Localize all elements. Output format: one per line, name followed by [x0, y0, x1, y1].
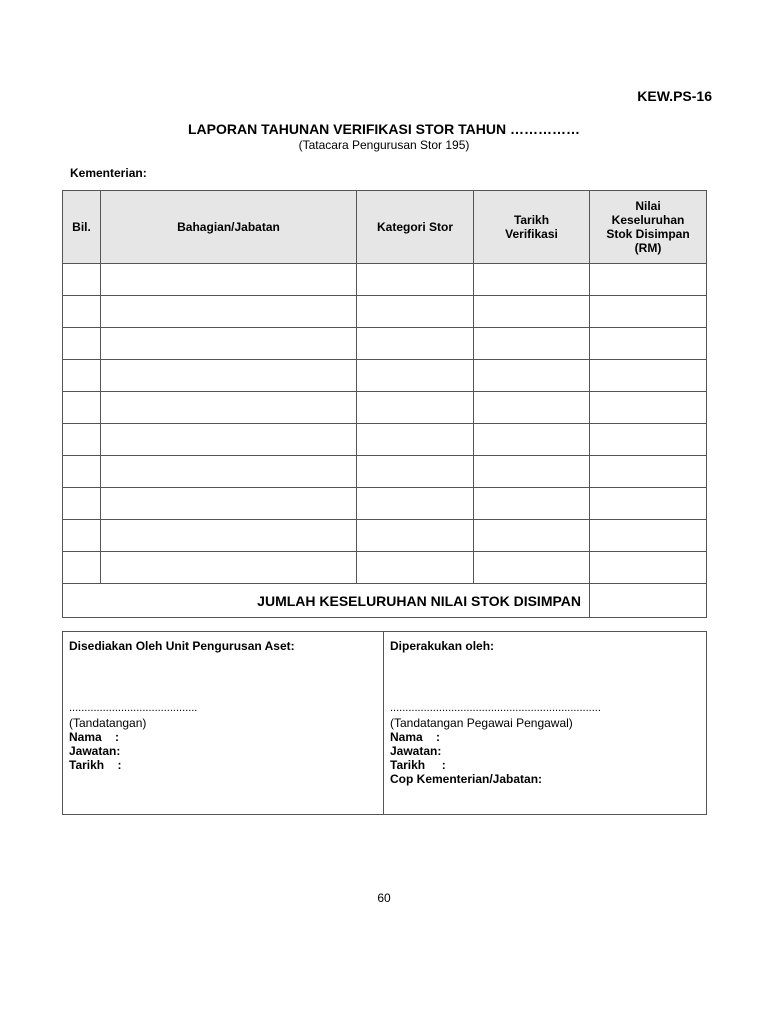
nilai-cell[interactable] — [590, 360, 707, 392]
kategori-cell[interactable] — [357, 360, 474, 392]
bahagian-cell[interactable] — [101, 328, 357, 360]
total-value-cell[interactable] — [590, 584, 707, 618]
table-row — [63, 392, 707, 424]
header-kategori-stor: Kategori Stor — [357, 191, 474, 264]
bil-cell[interactable] — [63, 264, 101, 296]
table-row — [63, 456, 707, 488]
report-subtitle: (Tatacara Pengurusan Stor 195) — [298, 138, 470, 152]
bahagian-cell[interactable] — [101, 360, 357, 392]
tarikh-cell[interactable] — [474, 424, 590, 456]
signature-label: (Tandatangan) — [69, 716, 147, 730]
signature-table — [62, 631, 707, 815]
table-row — [63, 328, 707, 360]
prepared-by-cell — [63, 632, 384, 815]
bahagian-cell[interactable] — [101, 456, 357, 488]
page-number: 60 — [377, 891, 391, 905]
tarikh-cell[interactable] — [474, 456, 590, 488]
signature-label: (Tandatangan Pegawai Pengawal) — [390, 716, 573, 730]
certified-by-cell — [384, 632, 707, 815]
tarikh-cell[interactable] — [474, 552, 590, 584]
nilai-cell[interactable] — [590, 424, 707, 456]
nilai-cell[interactable] — [590, 456, 707, 488]
date-label: Tarikh : — [69, 758, 122, 772]
bahagian-cell[interactable] — [101, 296, 357, 328]
signature-line: ..................................................................... — [390, 702, 601, 714]
table-row — [63, 520, 707, 552]
nilai-cell[interactable] — [590, 488, 707, 520]
bil-cell[interactable] — [63, 488, 101, 520]
bil-cell[interactable] — [63, 520, 101, 552]
kategori-cell[interactable] — [357, 456, 474, 488]
nilai-cell[interactable] — [590, 264, 707, 296]
verification-table — [62, 190, 707, 618]
kategori-cell[interactable] — [357, 392, 474, 424]
kategori-cell[interactable] — [357, 424, 474, 456]
table-row — [63, 424, 707, 456]
header-tarikh-line2: Verifikasi — [505, 227, 558, 241]
name-label: Nama : — [69, 730, 120, 744]
kategori-cell[interactable] — [357, 328, 474, 360]
table-header-row — [63, 191, 707, 264]
bil-cell[interactable] — [63, 392, 101, 424]
bahagian-cell[interactable] — [101, 488, 357, 520]
nilai-cell[interactable] — [590, 328, 707, 360]
tarikh-cell[interactable] — [474, 520, 590, 552]
tarikh-cell[interactable] — [474, 360, 590, 392]
bahagian-cell[interactable] — [101, 520, 357, 552]
table-row — [63, 552, 707, 584]
total-label: JUMLAH KESELURUHAN NILAI STOK DISIMPAN — [63, 584, 590, 618]
report-title: LAPORAN TAHUNAN VERIFIKASI STOR TAHUN …………… — [188, 121, 580, 137]
kategori-cell[interactable] — [357, 264, 474, 296]
header-bil: Bil. — [63, 191, 101, 264]
bil-cell[interactable] — [63, 296, 101, 328]
kategori-cell[interactable] — [357, 296, 474, 328]
tarikh-cell[interactable] — [474, 264, 590, 296]
position-label: Jawatan: — [69, 744, 121, 758]
bahagian-cell[interactable] — [101, 424, 357, 456]
kategori-cell[interactable] — [357, 552, 474, 584]
bil-cell[interactable] — [63, 456, 101, 488]
stamp-label: Cop Kementerian/Jabatan: — [390, 772, 543, 786]
header-nilai-line3: Stok Disimpan — [606, 227, 690, 241]
header-nilai-stok — [590, 191, 707, 264]
header-tarikh-verifikasi — [474, 191, 590, 264]
bil-cell[interactable] — [63, 552, 101, 584]
name-label: Nama : — [390, 730, 441, 744]
table-row — [63, 360, 707, 392]
table-row — [63, 488, 707, 520]
header-nilai-line1: Nilai — [635, 199, 661, 213]
position-label: Jawatan: — [390, 744, 442, 758]
form-code: KEW.PS-16 — [637, 88, 712, 104]
header-nilai-line2: Keseluruhan — [611, 213, 685, 227]
tarikh-cell[interactable] — [474, 296, 590, 328]
signature-line: .......................................... — [69, 702, 198, 714]
tarikh-cell[interactable] — [474, 488, 590, 520]
bahagian-cell[interactable] — [101, 392, 357, 424]
ministry-label: Kementerian: — [70, 166, 147, 180]
header-tarikh-line1: Tarikh — [513, 213, 550, 227]
header-bahagian-jabatan: Bahagian/Jabatan — [101, 191, 357, 264]
certified-by-heading: Diperakukan oleh: — [390, 639, 495, 653]
prepared-by-heading: Disediakan Oleh Unit Pengurusan Aset: — [69, 639, 295, 653]
nilai-cell[interactable] — [590, 296, 707, 328]
nilai-cell[interactable] — [590, 552, 707, 584]
bil-cell[interactable] — [63, 328, 101, 360]
bil-cell[interactable] — [63, 424, 101, 456]
total-row — [63, 584, 707, 618]
table-row — [63, 264, 707, 296]
kategori-cell[interactable] — [357, 520, 474, 552]
tarikh-cell[interactable] — [474, 328, 590, 360]
bahagian-cell[interactable] — [101, 552, 357, 584]
kategori-cell[interactable] — [357, 488, 474, 520]
nilai-cell[interactable] — [590, 392, 707, 424]
bahagian-cell[interactable] — [101, 264, 357, 296]
table-row — [63, 296, 707, 328]
nilai-cell[interactable] — [590, 520, 707, 552]
date-label: Tarikh : — [390, 758, 446, 772]
tarikh-cell[interactable] — [474, 392, 590, 424]
header-nilai-line4: (RM) — [634, 241, 662, 255]
bil-cell[interactable] — [63, 360, 101, 392]
